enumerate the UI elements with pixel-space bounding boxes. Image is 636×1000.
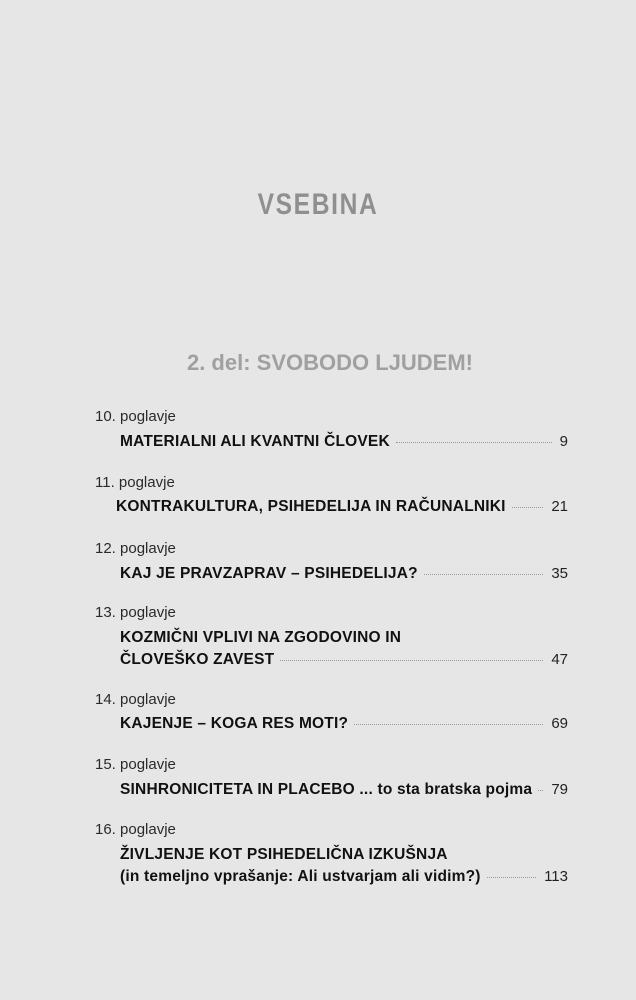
chapter-label: 13. poglavje [95,604,176,621]
chapter-label: 15. poglavje [95,756,176,773]
toc-line [120,651,568,669]
chapter-title: SINHRONICITETA IN PLACEBO ... to sta bratska pojma [120,781,533,798]
chapter-label: 14. poglavje [95,691,176,708]
chapter-title-continued: ČLOVEŠKO ZAVEST [120,651,275,668]
page-number: 113 [544,868,568,885]
chapter-title-continued: (in temeljno vprašanje: Ali ustvarjam ali vidim?) [120,868,481,885]
chapter-label: 10. poglavje [95,408,176,425]
dot-leader [354,723,543,725]
dot-leader [280,659,543,661]
page-number: 35 [551,565,568,582]
page-number: 69 [551,715,568,732]
toc-line [120,868,568,886]
page-number: 79 [551,781,568,798]
dot-leader [538,789,543,791]
chapter-title: MATERIALNI ALI KVANTNI ČLOVEK [120,433,390,450]
page-number: 47 [551,651,568,668]
toc-line [120,565,568,583]
part-title: 2. del: SVOBODO LJUDEM! [186,350,474,375]
chapter-label: 16. poglavje [95,821,176,838]
dot-leader [512,506,544,508]
chapter-title: ŽIVLJENJE KOT PSIHEDELIČNA IZKUŠNJA [120,846,448,863]
dot-leader [424,573,544,575]
chapter-label: 12. poglavje [95,540,176,557]
toc-line [116,498,568,516]
page-number: 21 [551,498,568,515]
dot-leader [396,441,552,443]
chapter-title: KONTRAKULTURA, PSIHEDELIJA IN RAČUNALNIKI [116,498,506,515]
chapter-title: KAJENJE – KOGA RES MOTI? [120,715,349,732]
chapter-title: KOZMIČNI VPLIVI NA ZGODOVINO IN [120,629,402,646]
toc-line [120,781,568,799]
page-number: 9 [559,433,568,450]
toc-line [120,715,568,733]
dot-leader [487,876,536,878]
chapter-label: 11. poglavje [95,474,175,491]
chapter-title: KAJ JE PRAVZAPRAV – PSIHEDELIJA? [120,565,418,582]
toc-line [120,433,568,451]
page-title: VSEBINA [257,188,379,221]
